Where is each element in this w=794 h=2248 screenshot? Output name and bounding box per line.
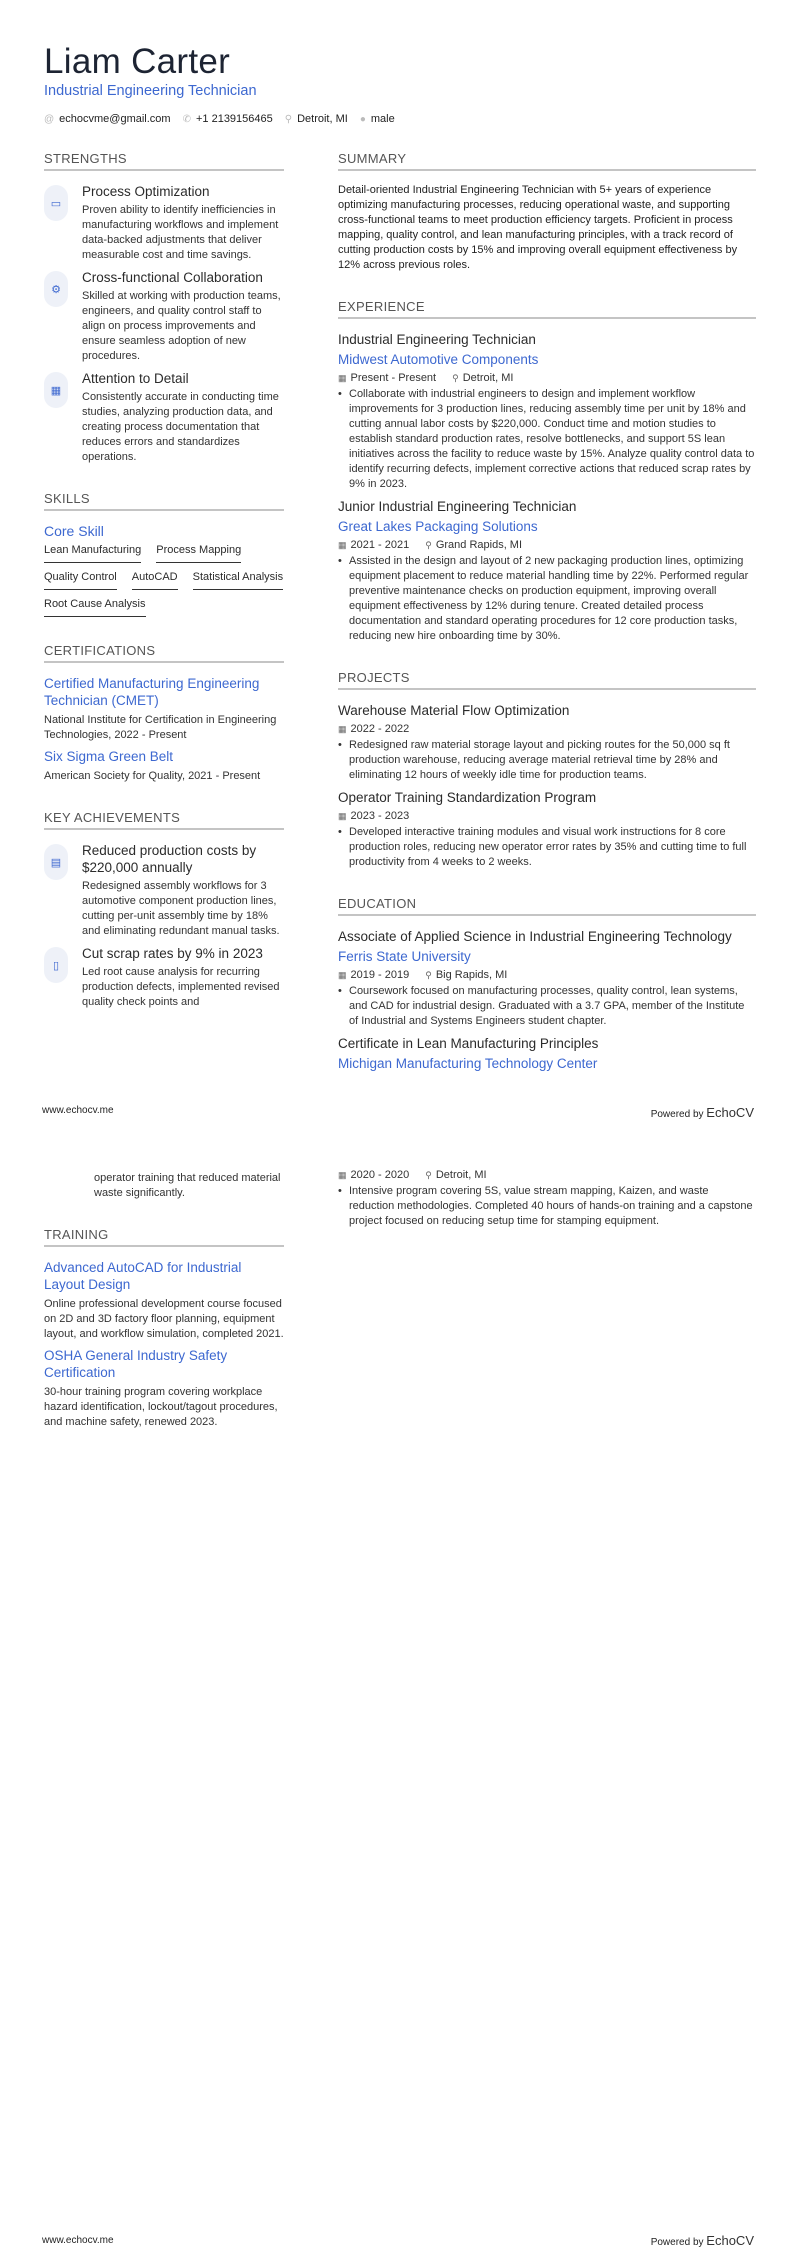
candidate-title: Industrial Engineering Technician	[44, 83, 257, 99]
footer-powered[interactable]: Powered by EchoCV	[650, 2233, 754, 2248]
calendar-icon: ▦	[338, 1170, 347, 1180]
monitor-icon: ▭	[44, 185, 68, 221]
experience-item: Junior Industrial Engineering Technician Great Lakes Packaging Solutions ▦ 2021 - 2021 ⚲ Grand Rapids, MI • Assisted in the design and layout of 2 new packaging production lines, optimizing equipment placement to reduce material handling time by 22%. Performed regular preventive maintenance checks on production equipment, improving overall equipment effectiveness by 12% during tenure. Created detailed process documentation and standard operating procedures for 12 core production tasks, reducing new hire onboarding time by 30%.	[338, 498, 756, 644]
skill-tag: AutoCAD	[132, 571, 178, 590]
footer-site-link[interactable]: www.echocv.me	[42, 2235, 114, 2246]
right-column	[338, 151, 756, 1076]
strengths-heading: STRENGTHS	[44, 151, 284, 171]
right-column-continued: ▦ 2020 - 2020 ⚲ Detroit, MI • Intensive program covering 5S, value stream mapping, Kaizen, and waste reduction methodologies. Completed 40 hours of hands-on training and a capstone project focused on reducing setup time for stamping equipment.	[338, 1169, 756, 1229]
experience-heading: EXPERIENCE	[338, 299, 756, 319]
skill-tag: Process Mapping	[156, 544, 241, 563]
tablet-icon: ▯	[44, 947, 68, 983]
achievements-heading: KEY ACHIEVEMENTS	[44, 810, 284, 830]
calendar-icon: ▦	[338, 970, 347, 980]
achievement-item: ▤ Reduced production costs by $220,000 annually Redesigned assembly workflows for 3 automotive component production lines, cutting per-unit assembly time by 18% and eliminating redundant manual tasks.	[44, 842, 284, 939]
skill-list	[44, 544, 284, 617]
candidate-name: Liam Carter	[44, 42, 231, 81]
strength-item: ⚙ Cross-functional Collaboration Skilled at working with production teams, engineers, and quality control staff to align on process improvements and ensure seamless adoption of new procedures.	[44, 269, 284, 364]
education-item: Associate of Applied Science in Industrial Engineering Technology Ferris State University ▦ 2019 - 2019 ⚲ Big Rapids, MI • Coursework focused on manufacturing processes, quality control, lean systems, and CAD for industrial design. Graduated with a 3.7 GPA, member of the Institute of Industrial and Systems Engineers student chapter.	[338, 928, 756, 1029]
file-icon: ▤	[44, 844, 68, 880]
calendar-icon: ▦	[338, 373, 347, 383]
location-icon: ⚲	[425, 970, 432, 980]
skill-tag: Lean Manufacturing	[44, 544, 141, 563]
footer-powered[interactable]: Powered by EchoCV	[650, 1105, 754, 1120]
location-icon: ⚲	[425, 540, 432, 550]
skill-tag: Root Cause Analysis	[44, 598, 146, 617]
certification-detail: American Society for Quality, 2021 - Present	[44, 770, 261, 782]
contact-gender: ● male	[359, 113, 395, 125]
training-detail: Online professional development course focused on 2D and 3D factory floor planning, equipment layout, and workflow simulation, completed 2021.	[44, 1298, 284, 1340]
project-item: Operator Training Standardization Program ▦ 2023 - 2023 • Developed interactive training modules and visual work instructions for 8 core production roles, reducing new operator error rates by 35% and cutting time to full productivity from 4 weeks to 2 weeks.	[338, 789, 756, 870]
strength-item: ▭ Process Optimization Proven ability to identify inefficiencies in manufacturing workflows and implement data-backed adjustments that deliver measurable cost and time savings.	[44, 183, 284, 263]
resume-page-1	[0, 0, 794, 1123]
gear-icon: ⚙	[44, 271, 68, 307]
certifications-heading: CERTIFICATIONS	[44, 643, 284, 663]
calendar-icon: ▦	[338, 540, 347, 550]
contact-list	[44, 113, 744, 125]
skills-heading: SKILLS	[44, 491, 284, 511]
education-item: Certificate in Lean Manufacturing Principles Michigan Manufacturing Technology Center	[338, 1036, 599, 1071]
experience-item: Industrial Engineering Technician Midwest Automotive Components ▦ Present - Present ⚲ Detroit, MI • Collaborate with industrial engineers to design and implement workflow improvements for 3 production lines, reducing assembly time per unit by 18% and cutting annual labor costs by $220,000. Conduct time and motion studies to establish standard production rates, resolve bottlenecks, and support 5S lean initiatives across the facility to reduce waste by 15%. Analyze quality control data to identify recurring defects, implement corrective actions that reduced scrap rates by 9% in 2023.	[338, 331, 756, 492]
calendar-icon: ▦	[44, 372, 68, 408]
skill-tag: Quality Control	[44, 571, 117, 590]
certification-detail: National Institute for Certification in Engineering Technologies, 2022 - Present	[44, 714, 277, 741]
location-icon: ⚲	[425, 1170, 432, 1180]
resume-page-2	[0, 1123, 794, 2246]
training-title: OSHA General Industry Safety Certification	[44, 1348, 228, 1380]
strength-item: ▦ Attention to Detail Consistently accurate in conducting time studies, analyzing production data, and creating process documentation that reduces errors and standardizes operations.	[44, 370, 284, 465]
skill-group-title: Core Skill	[44, 523, 104, 539]
left-column	[44, 151, 284, 1016]
certification-title: Certified Manufacturing Engineering Technician (CMET)	[44, 676, 260, 708]
contact-location: ⚲ Detroit, MI	[284, 113, 348, 125]
phone-icon: ✆	[182, 114, 191, 125]
header	[44, 42, 744, 125]
summary-text: Detail-oriented Industrial Engineering Technician with 5+ years of experience optimizing manufacturing processes, reducing operational waste, and supporting cross-functional teams to meet production efficiency targets. Proficient in process mapping, quality control, and lean manufacturing principles, with a track record of cutting production costs by 15% and improving overall equipment effectiveness by 12% across previous roles.	[338, 184, 738, 271]
education-heading: EDUCATION	[338, 896, 756, 916]
training-detail: 30-hour training program covering workplace hazard identification, lockout/tagout procedures, and machine safety, renewed 2023.	[44, 1386, 278, 1428]
certification-title: Six Sigma Green Belt	[44, 749, 174, 764]
calendar-icon: ▦	[338, 724, 347, 734]
achievement-text-continued: operator training that reduced material waste significantly.	[94, 1172, 281, 1199]
user-icon: ●	[359, 114, 366, 125]
training-heading: TRAINING	[44, 1227, 284, 1247]
achievement-item: ▯ Cut scrap rates by 9% in 2023 Led root cause analysis for recurring production defects, implemented revised quality check points and	[44, 945, 284, 1010]
projects-heading: PROJECTS	[338, 670, 756, 690]
footer-site-link[interactable]: www.echocv.me	[42, 1105, 114, 1116]
contact-phone[interactable]: ✆ +1 2139156465	[182, 113, 273, 125]
summary-heading: SUMMARY	[338, 151, 756, 171]
location-icon: ⚲	[284, 114, 293, 125]
location-icon: ⚲	[452, 373, 459, 383]
at-icon: @	[44, 114, 55, 125]
left-column-continued	[44, 1171, 284, 1430]
contact-email[interactable]: @ echocvme@gmail.com	[44, 113, 171, 125]
training-title: Advanced AutoCAD for Industrial Layout Design	[44, 1260, 242, 1292]
project-item: Warehouse Material Flow Optimization ▦ 2022 - 2022 • Redesigned raw material storage layout and picking routes for the 50,000 sq ft production warehouse, reducing average material retrieval time by 28% and eliminating 12 hours of weekly idle time for production teams.	[338, 702, 756, 783]
skill-tag: Statistical Analysis	[193, 571, 283, 590]
calendar-icon: ▦	[338, 811, 347, 821]
